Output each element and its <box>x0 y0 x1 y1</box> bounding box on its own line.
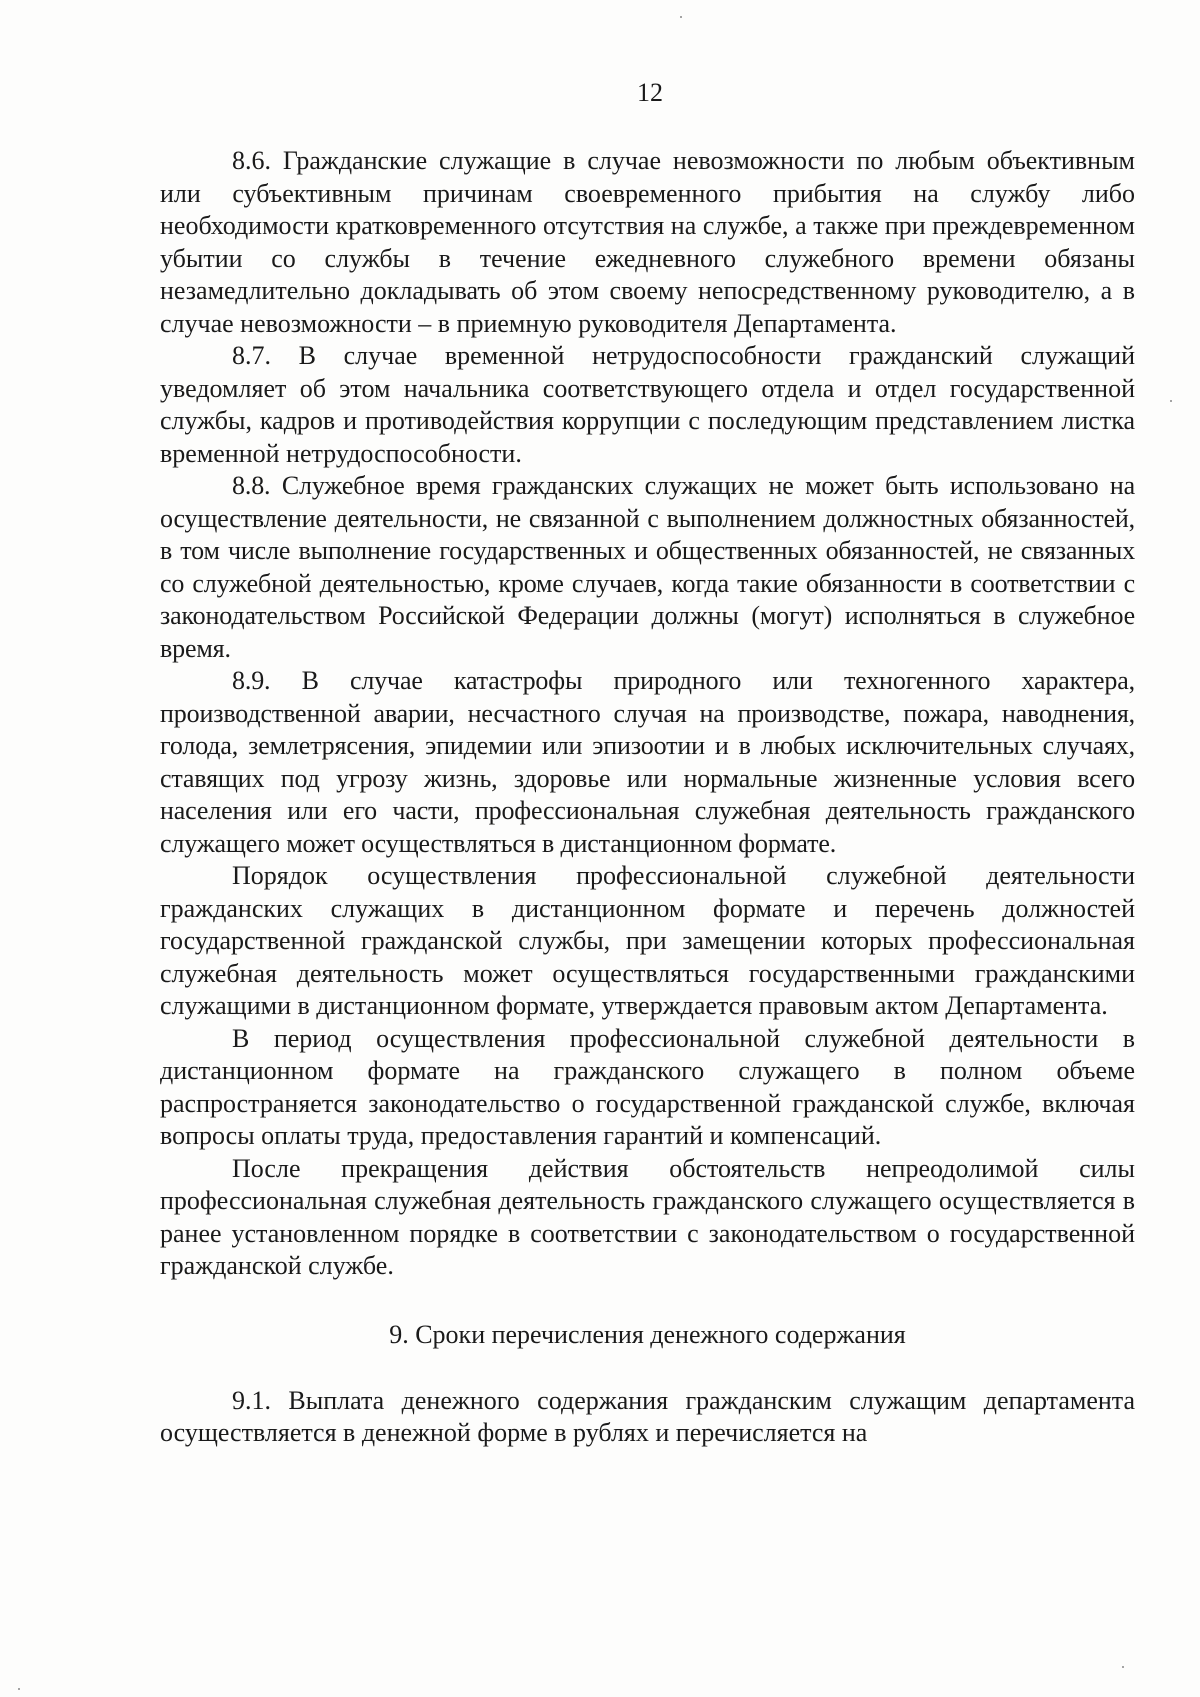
document-body <box>160 145 1135 1450</box>
scan-speck <box>18 1688 20 1690</box>
paragraph-8-8: 8.8. Служебное время гражданских служащих не может быть использовано на осуществление деятельности, не связанной с выполнением должностных обязанностей, в том числе выполнение государственных и общественных обязанностей, не связанных со служебной деятельностью, кроме случаев, когда такие обязанности в соответствии с законодательством Российской Федерации должны (могут) исполняться в служебное время. <box>160 471 1135 663</box>
scan-speck <box>1122 1666 1124 1668</box>
paragraph-8-9: 8.9. В случае катастрофы природного или техногенного характера, производственной аварии, несчастного случая на производстве, пожара, наводнения, голода, землетрясения, эпидемии или эпизоотии и в любых исключительных случаях, ставящих под угрозу жизнь, здоровье или нормальные жизненные условия всего населения или его части, профессиональная служебная деятельность гражданского служащего может осуществляться в дистанционном формате. <box>160 666 1135 858</box>
page-number: 12 <box>637 78 663 107</box>
paragraph-8-7: 8.7. В случае временной нетрудоспособности гражданский служащий уведомляет об этом начальника соответствующего отдела и отдел государственной службы, кадров и противодействия коррупции с последующим представлением листка временной нетрудоспособности. <box>160 341 1135 468</box>
scan-speck <box>1170 400 1172 402</box>
paragraph-force-majeure-end: После прекращения действия обстоятельств непреодолимой силы профессиональная служебная деятельность гражданского служащего осуществляется в ранее установленном порядке в соответствии с законодательством о государственной гражданской службе. <box>160 1153 1135 1280</box>
paragraph-8-6: 8.6. Гражданские служащие в случае невозможности по любым объективным или субъективным причинам своевременного прибытия на службу либо необходимости кратковременного отсутствия на службе, а также при преждевременном убытии со службы в течение ежедневного служебного времени обязаны незамедлительно докладывать об этом своему непосредственному руководителю, а в случае невозможности – в приемную руководителя Департамента. <box>160 146 1135 338</box>
section-9-heading: 9. Сроки перечисления денежного содержания <box>389 1319 906 1349</box>
scan-speck <box>680 16 682 18</box>
paragraph-9-1: 9.1. Выплата денежного содержания гражданским служащим департамента осуществляется в денежной форме в рублях и перечисляется на <box>160 1385 1135 1447</box>
paragraph-remote-work-procedure: Порядок осуществления профессиональной служебной деятельности гражданских служащих в дистанционном формате и перечень должностей государственной гражданской службы, при замещении которых профессиональная служебная деятельность может осуществляться государственными гражданскими служащими в дистанционном формате, утверждается правовым актом Департамента. <box>160 861 1135 1020</box>
paragraph-remote-work-legislation: В период осуществления профессиональной служебной деятельности в дистанционном формате на гражданского служащего в полном объеме распространяется законодательство о государственной гражданской службе, включая вопросы оплаты труда, предоставления гарантий и компенсаций. <box>160 1023 1135 1150</box>
